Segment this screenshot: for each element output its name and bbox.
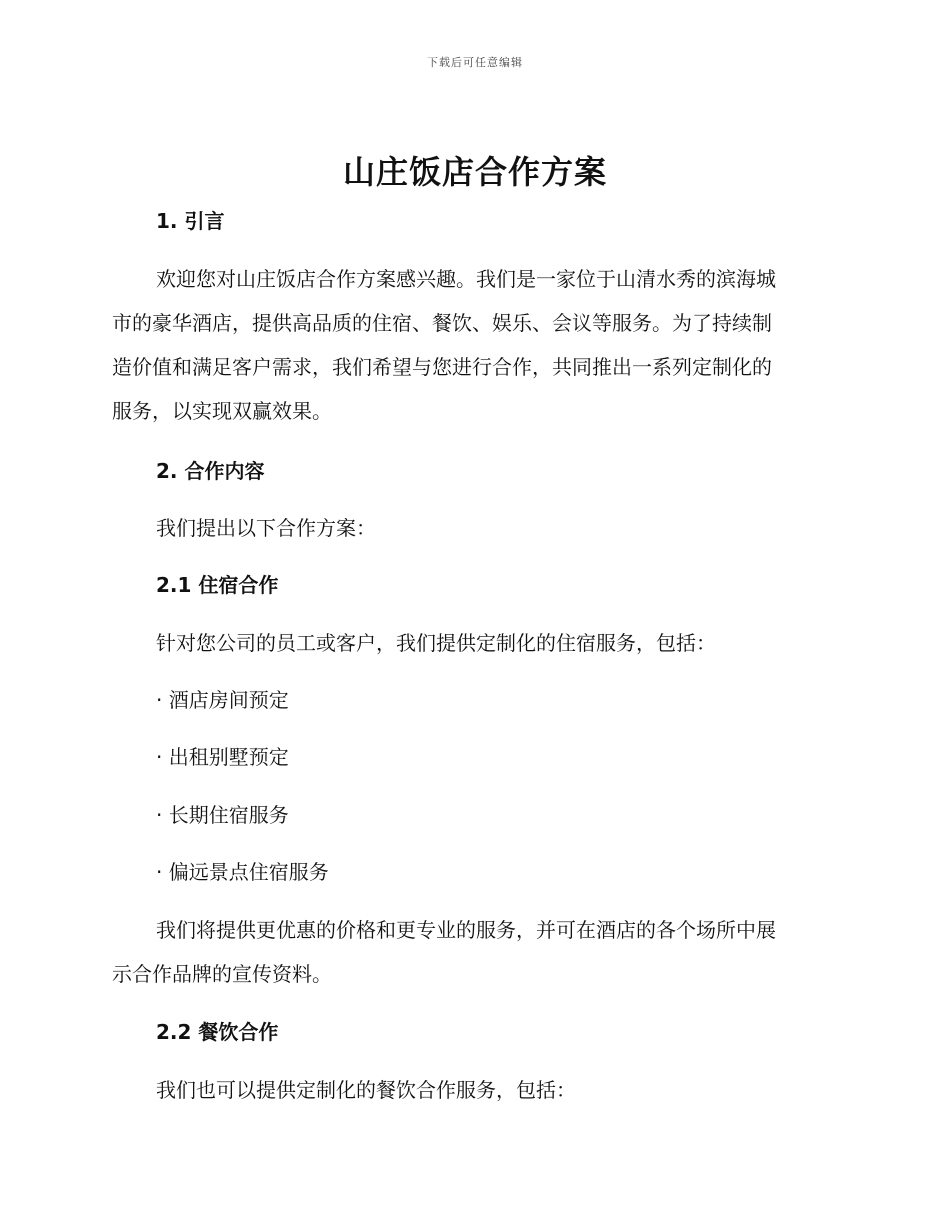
section-heading-content: 2. 合作内容 <box>156 459 265 483</box>
section-heading-intro: 1. 引言 <box>156 209 225 233</box>
paragraph-line: 造价值和满足客户需求，我们希望与您进行合作，共同推出一系列定制化的 <box>112 355 772 379</box>
paragraph-line: 欢迎您对山庄饭店合作方案感兴趣。我们是一家位于山清水秀的滨海城 <box>156 267 776 291</box>
intro-paragraph <box>112 264 832 426</box>
list-item: · 偏远景点住宿服务 <box>156 860 329 884</box>
subsection-heading-lodging: 2.1 住宿合作 <box>156 573 279 597</box>
content-intro-text: 我们提出以下合作方案： <box>156 516 376 540</box>
paragraph-line: 服务，以实现双赢效果。 <box>112 399 332 423</box>
list-item: · 长期住宿服务 <box>156 803 289 827</box>
list-item: · 出租别墅预定 <box>156 745 289 769</box>
paragraph-line: 示合作品牌的宣传资料。 <box>112 962 332 986</box>
header-note: 下载后可任意编辑 <box>427 56 523 69</box>
subsection-heading-dining: 2.2 餐饮合作 <box>156 1020 279 1044</box>
lodging-outro-paragraph <box>112 915 832 989</box>
document-title: 山庄饭店合作方案 <box>342 153 607 191</box>
lodging-intro-text: 针对您公司的员工或客户，我们提供定制化的住宿服务，包括： <box>156 631 716 655</box>
dining-intro-text: 我们也可以提供定制化的餐饮合作服务，包括： <box>156 1078 576 1102</box>
paragraph-line: 我们将提供更优惠的价格和更专业的服务，并可在酒店的各个场所中展 <box>156 918 776 942</box>
list-item: · 酒店房间预定 <box>156 688 289 712</box>
paragraph-line: 市的豪华酒店，提供高品质的住宿、餐饮、娱乐、会议等服务。为了持续制 <box>112 311 772 335</box>
